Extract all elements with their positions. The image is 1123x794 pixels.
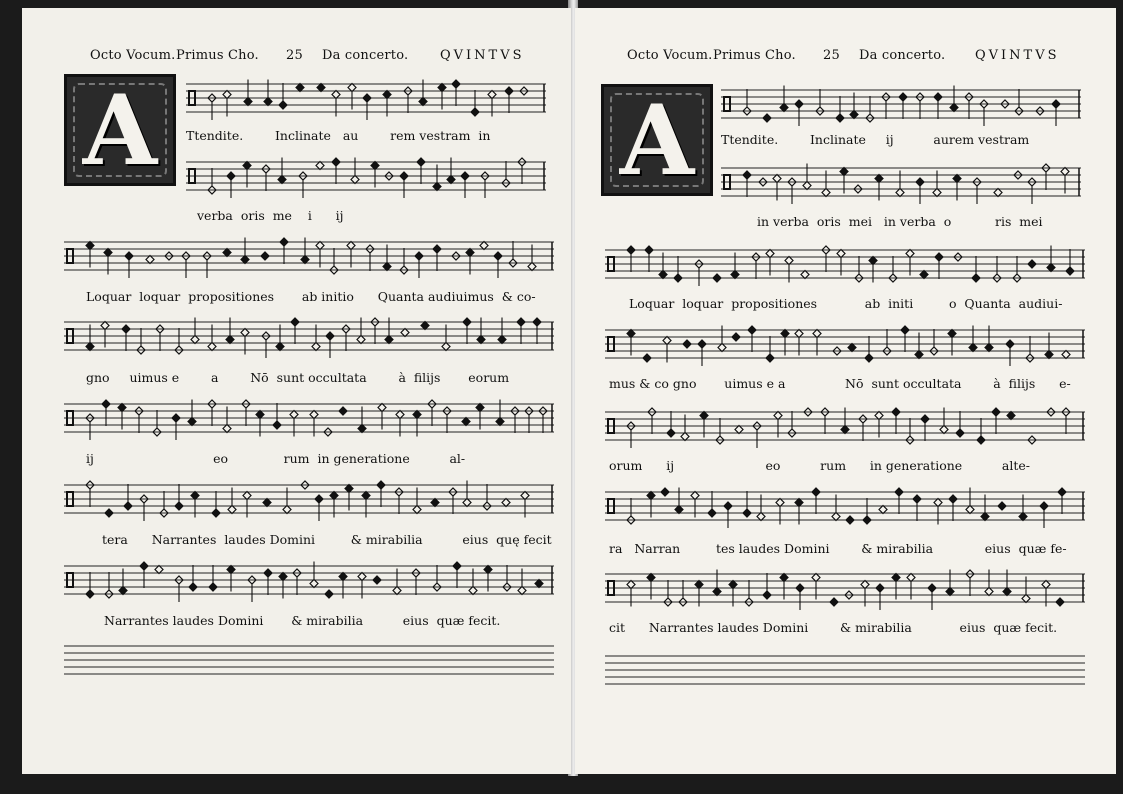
header-voices: Octo Vocum. [627,48,713,63]
initial-letter: A [82,74,158,186]
decorated-initial [64,74,176,186]
lyric-line: tera Narrantes laudes Domini & mirabilia eius quę fecit [102,532,552,547]
music-staff [186,76,546,128]
scan-border [0,776,1123,794]
header-choir: Primus Cho. [713,48,796,63]
music-staff [64,558,554,610]
lyric-line: mus & co gno uimus e a Nō sunt occultata à filijs e- [609,376,1071,391]
music-staff [64,234,554,286]
lyric-line: in verba oris mei in verba o ris mei [757,214,1043,229]
lyric-line: Loquar loquar propositiones ab initi o Quanta audiui- [629,296,1063,311]
music-staff [605,322,1085,374]
music-staff [64,396,554,448]
left-page [22,8,571,774]
lyric-line: ra Narran tes laudes Domini & mirabilia eius quæ fe- [609,541,1067,556]
music-staff [186,154,546,206]
lyric-line: Narrantes laudes Domini & mirabilia eius quæ fecit. [104,613,501,628]
header-part-name: QVINTVS [440,48,525,63]
header-page-number: 25 [823,48,840,63]
header-choir: Primus Cho. [176,48,259,63]
music-staff [721,160,1081,212]
header-concerto: Da concerto. [859,48,946,63]
music-staff [721,82,1081,134]
music-staff [605,404,1085,456]
empty-staff [605,648,1085,700]
lyric-line: Ttendite. Inclinate ij aurem vestram [721,132,1030,147]
lyric-line: Ttendite. Inclinate au rem vestram in [186,128,491,143]
music-staff [605,566,1085,618]
music-staff [64,314,554,366]
header-page-number: 25 [286,48,303,63]
header-part-name: QVINTVS [975,48,1060,63]
initial-letter: A [619,84,695,196]
lyric-line: ij eo rum in generatione al- [86,451,466,466]
lyric-line: cit Narrantes laudes Domini & mirabilia eius quæ fecit. [609,620,1058,635]
lyric-line: Loquar loquar propositiones ab initio Quanta audiuimus & co- [86,289,536,304]
right-page [575,8,1116,774]
decorated-initial [601,84,713,196]
header-voices: Octo Vocum. [90,48,176,63]
lyric-line: orum ij eo rum in generatione alte- [609,458,1031,473]
header-concerto: Da concerto. [322,48,409,63]
lyric-line: verba oris me i ij [197,208,344,223]
empty-staff [64,638,554,690]
lyric-line: gno uimus e a Nō sunt occultata à filijs eorum [86,370,510,385]
page-header [90,48,560,66]
page-header [627,48,1097,66]
music-staff [64,477,554,529]
music-staff [605,484,1085,536]
music-staff [605,242,1085,294]
